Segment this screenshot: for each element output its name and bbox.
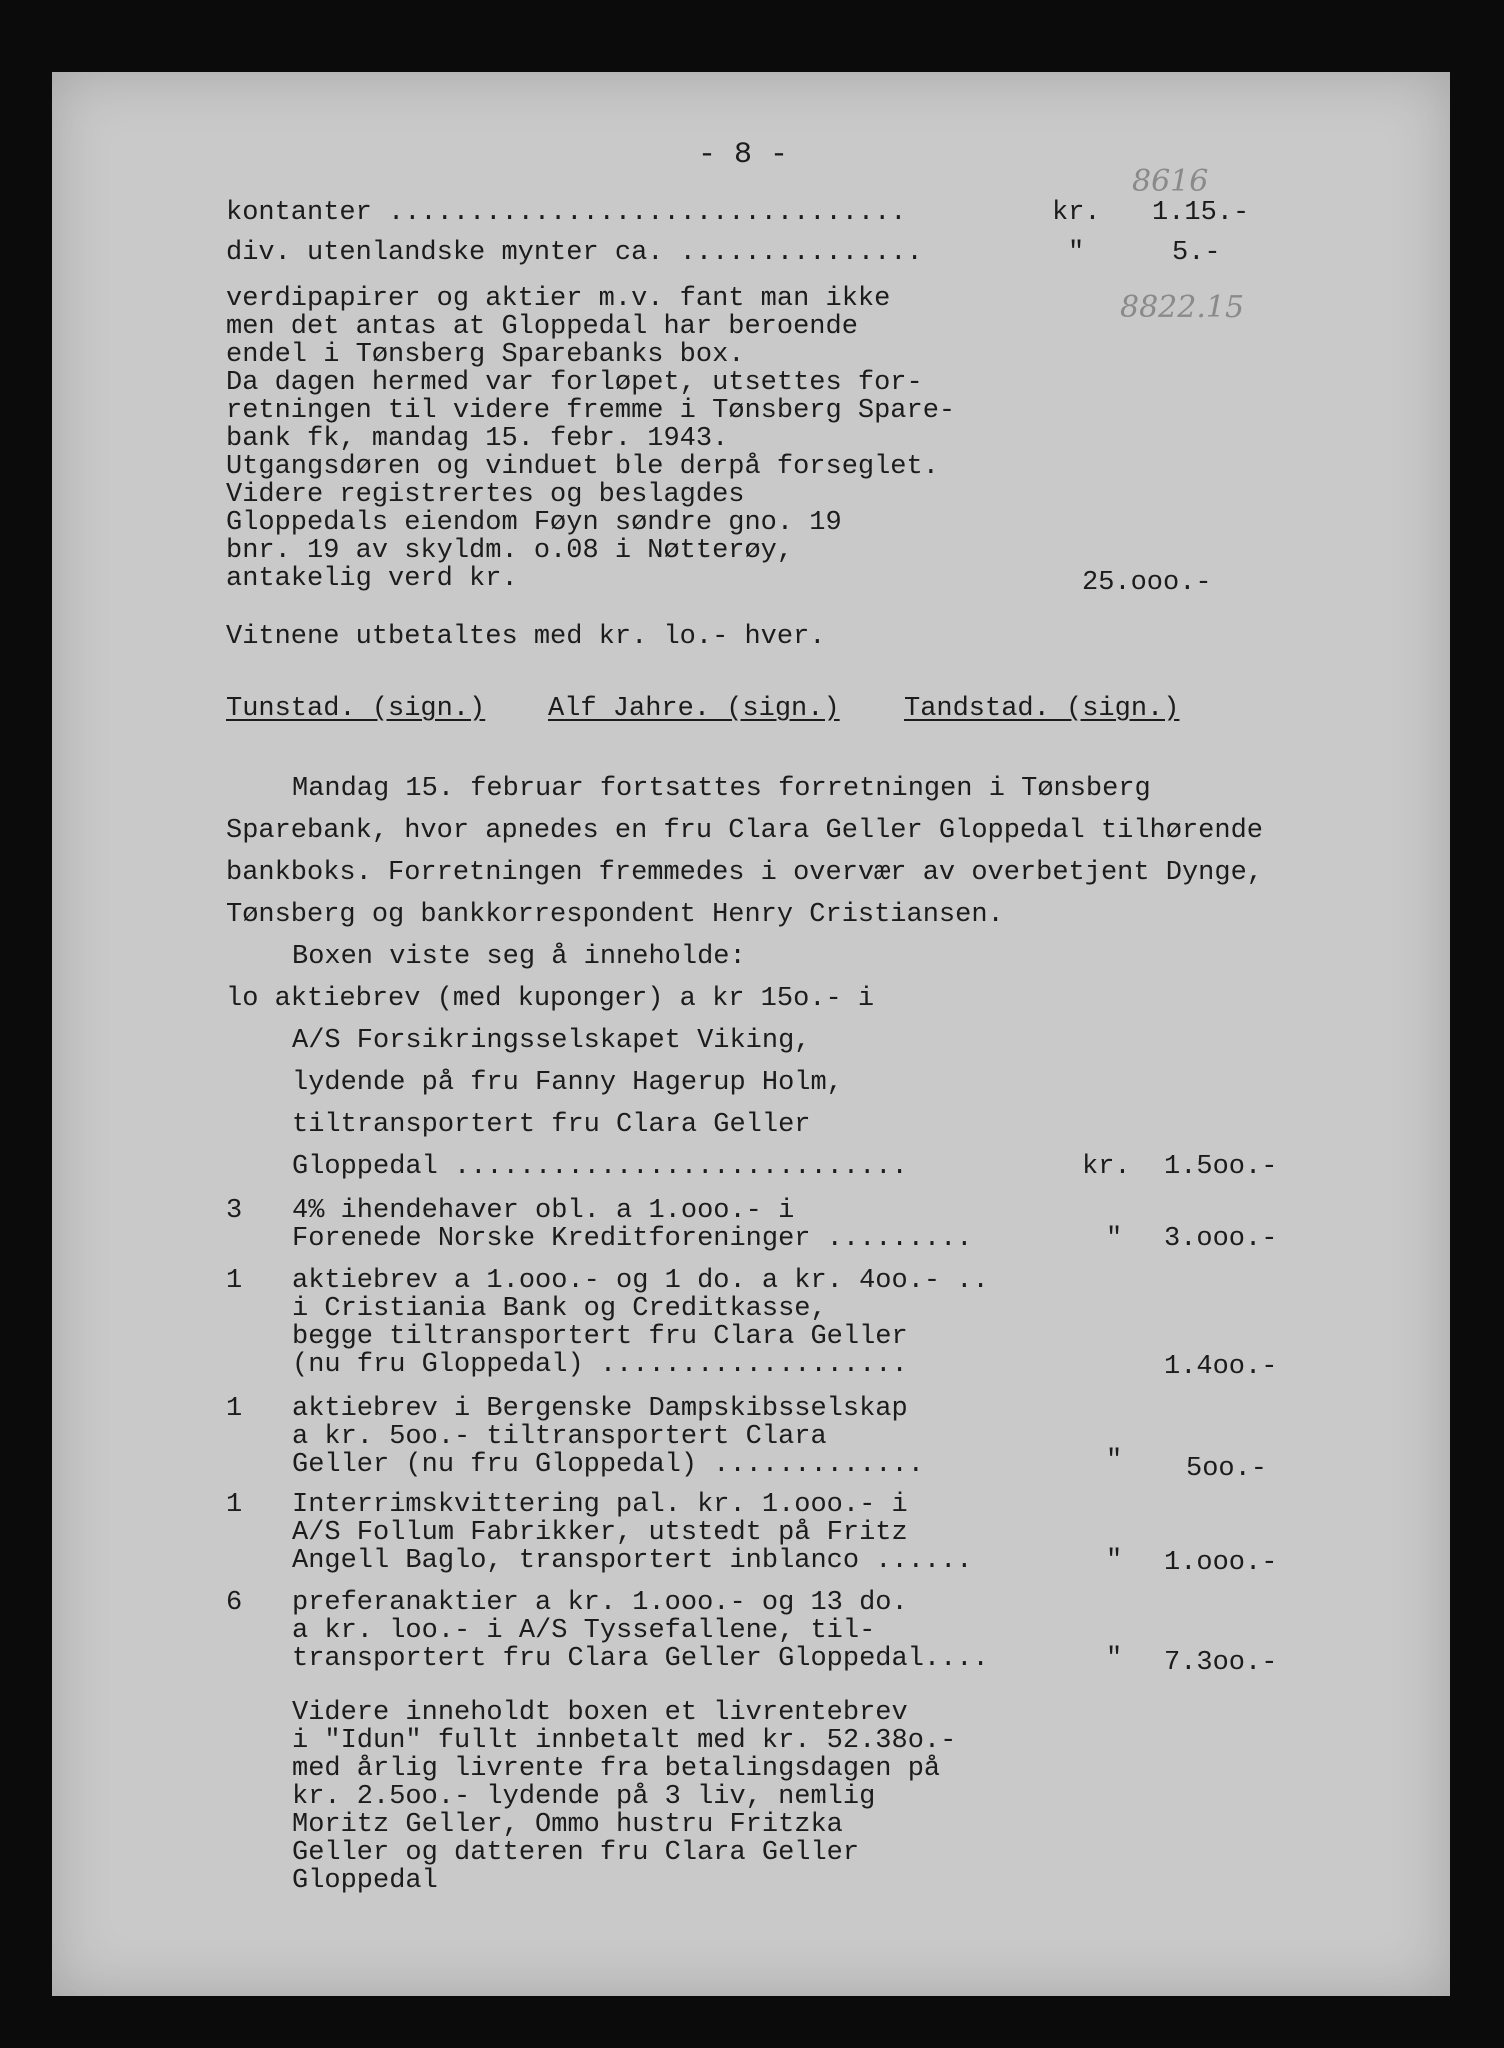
item-label: kontanter ................................ <box>226 198 907 228</box>
text-line: (nu fru Gloppedal) ................... <box>292 1350 908 1380</box>
text-line: bnr. 19 av skyldm. o.08 i Nøtterøy, <box>226 536 794 566</box>
text-line: Sparebank, hvor apnedes en fru Clara Geller Gloppedal tilhørende <box>226 816 1263 846</box>
item-amount: 1.15.- <box>1152 198 1250 228</box>
signature-3: Tandstad. (sign.) <box>904 694 1180 724</box>
text-line: a kr. 5oo.- tiltransportert Clara <box>292 1422 827 1452</box>
text-line: Interrimskvittering pal. kr. 1.ooo.- i <box>292 1490 908 1520</box>
entry-amount: 3.ooo.- <box>1164 1224 1278 1254</box>
text-line: A/S Forsikringsselskapet Viking, <box>292 1026 811 1056</box>
text-line: Videre inneholdt boxen et livrentebrev <box>292 1698 908 1728</box>
item-label: div. utenlandske mynter ca. ............... <box>226 238 923 268</box>
entry-qty: 3 <box>226 1196 243 1226</box>
page-number: - 8 - <box>698 138 789 172</box>
text-line: Gloppedal ............................ <box>292 1152 908 1182</box>
text-line: Forenede Norske Kreditforeninger ......... <box>292 1224 973 1254</box>
entry-amount: 7.3oo.- <box>1164 1648 1278 1678</box>
entry-amount: 1.ooo.- <box>1164 1548 1278 1578</box>
document-page <box>52 72 1450 1996</box>
text-line: Geller og datteren fru Clara Geller <box>292 1838 860 1868</box>
witness-line: Vitnene utbetaltes med kr. lo.- hver. <box>226 622 826 652</box>
text-line: lo aktiebrev (med kuponger) a kr 15o.- i <box>226 984 875 1014</box>
text-line: 4% ihendehaver obl. a 1.ooo.- i <box>292 1196 795 1226</box>
signature-1: Tunstad. (sign.) <box>226 694 486 724</box>
signature-2: Alf Jahre. (sign.) <box>548 694 840 724</box>
text-line: i "Idun" fullt innbetalt med kr. 52.38o.- <box>292 1726 957 1756</box>
text-line: preferanaktier a kr. 1.ooo.- og 13 do. <box>292 1588 908 1618</box>
text-line: Gloppedals eiendom Føyn søndre gno. 19 <box>226 508 842 538</box>
text-line: a kr. loo.- i A/S Tyssefallene, til- <box>292 1616 876 1646</box>
entry-qty: 1 <box>226 1394 243 1424</box>
text-line: aktiebrev a 1.ooo.- og 1 do. a kr. 4oo.- .. <box>292 1266 989 1296</box>
text-line: Da dagen hermed var forløpet, utsettes for- <box>226 368 923 398</box>
item-amount: 1.5oo.- <box>1164 1152 1278 1182</box>
entry-unit: " <box>1106 1644 1123 1674</box>
entry-unit: " <box>1106 1224 1123 1254</box>
text-line: endel i Tønsberg Sparebanks box. <box>226 340 745 370</box>
entry-amount: 1.4oo.- <box>1164 1352 1278 1382</box>
text-line: med årlig livrente fra betalingsdagen på <box>292 1754 941 1784</box>
text-line: Utgangsdøren og vinduet ble derpå forseglet. <box>226 452 939 482</box>
text-line: tiltransportert fru Clara Geller <box>292 1110 811 1140</box>
text-line: verdipapirer og aktier m.v. fant man ikke <box>226 284 891 314</box>
text-line: Tønsberg og bankkorrespondent Henry Cristiansen. <box>226 900 1004 930</box>
entry-qty: 6 <box>226 1588 243 1618</box>
entry-unit: " <box>1106 1446 1123 1476</box>
text-line: bankboks. Forretningen fremmedes i overvær av overbetjent Dynge, <box>226 858 1263 888</box>
text-line: Mandag 15. februar fortsattes forretningen i Tønsberg <box>292 774 1151 804</box>
entry-qty: 1 <box>226 1266 243 1296</box>
text-line: kr. 2.5oo.- lydende på 3 liv, nemlig <box>292 1782 876 1812</box>
text-line: Moritz Geller, Ommo hustru Fritzka <box>292 1810 843 1840</box>
pencil-note-1: 8616 <box>1132 164 1209 199</box>
estate-amount: 25.ooo.- <box>1082 568 1212 598</box>
item-unit: kr. <box>1052 198 1101 228</box>
text-line: A/S Follum Fabrikker, utstedt på Fritz <box>292 1518 908 1548</box>
text-line: antakelig verd kr. <box>226 564 518 594</box>
entry-amount: 5oo.- <box>1186 1454 1268 1484</box>
text-line: aktiebrev i Bergenske Dampskibsselskap <box>292 1394 908 1424</box>
text-line: Angell Baglo, transportert inblanco ...... <box>292 1546 973 1576</box>
text-line: Gloppedal <box>292 1866 438 1896</box>
box-intro: Boxen viste seg å inneholde: <box>292 942 746 972</box>
pencil-note-2: 8822.15 <box>1120 290 1245 325</box>
text-line: men det antas at Gloppedal har beroende <box>226 312 858 342</box>
text-line: begge tiltransportert fru Clara Geller <box>292 1322 908 1352</box>
entry-qty: 1 <box>226 1490 243 1520</box>
text-line: retningen til videre fremme i Tønsberg Spare- <box>226 396 956 426</box>
text-line: i Cristiania Bank og Creditkasse, <box>292 1294 827 1324</box>
item-unit: kr. <box>1082 1152 1131 1182</box>
item-unit: " <box>1068 238 1085 268</box>
item-amount: 5.- <box>1172 238 1221 268</box>
text-line: transportert fru Clara Geller Gloppedal.... <box>292 1644 989 1674</box>
text-line: lydende på fru Fanny Hagerup Holm, <box>292 1068 843 1098</box>
text-line: Geller (nu fru Gloppedal) ............. <box>292 1450 924 1480</box>
text-line: bank fk, mandag 15. febr. 1943. <box>226 424 729 454</box>
entry-unit: " <box>1106 1546 1123 1576</box>
text-line: Videre registrertes og beslagdes <box>226 480 745 510</box>
